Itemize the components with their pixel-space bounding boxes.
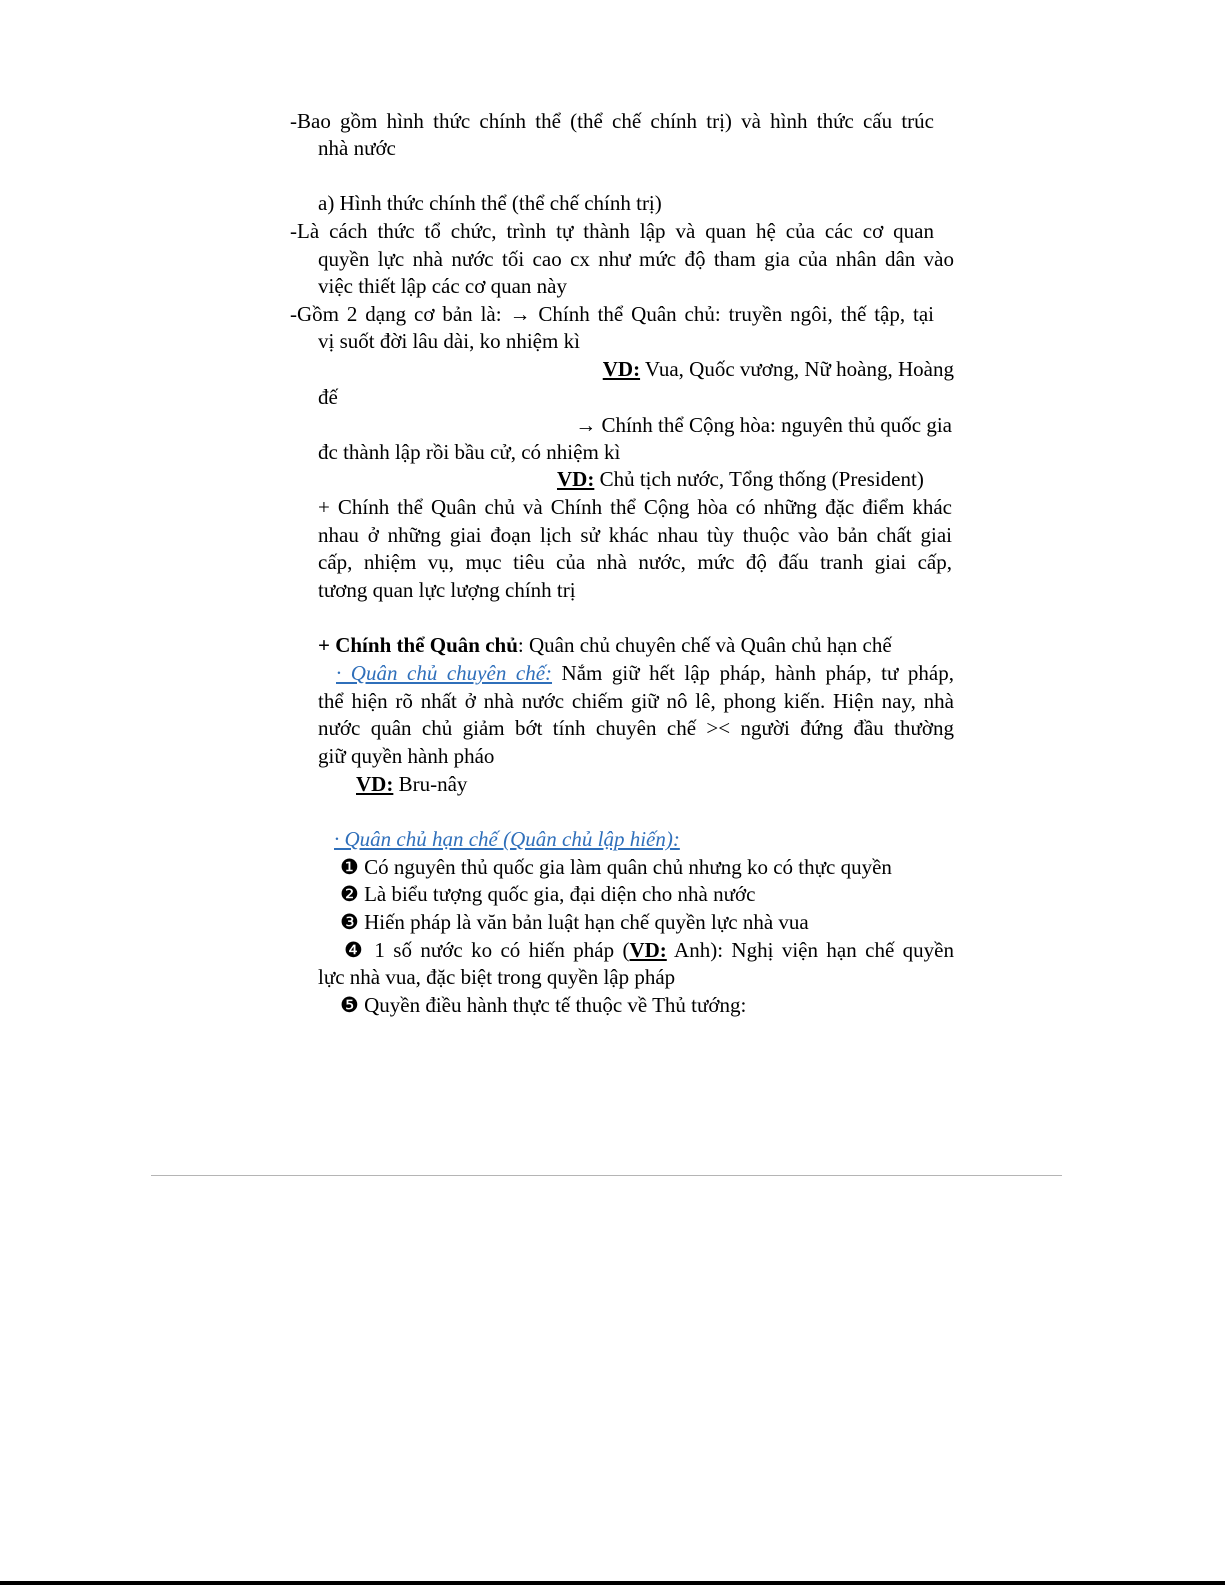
example-label: VD: (557, 467, 595, 491)
example-line (557, 466, 924, 492)
list-item: ❸ Hiến pháp là văn bản luật hạn chế quyền lực nhà vua (340, 910, 809, 934)
paragraph-line: lực nhà vua, đặc biệt trong quyền lập pháp (318, 965, 676, 989)
list-item-text: ❹ 1 số nước ko có hiến pháp ( (344, 938, 630, 962)
paragraph-line: vị suốt đời lâu dài, ko nhiệm kì (318, 329, 580, 353)
bottom-border (0, 1581, 1225, 1585)
example-label: VD: (629, 938, 667, 962)
paragraph-line: đc thành lập rồi bầu cử, có nhiệm kì (318, 440, 621, 464)
paragraph-line: nhà nước (318, 136, 396, 160)
paragraph-line: -Là cách thức tổ chức, trình tự thành lập và quan hệ của các cơ quan (290, 219, 934, 243)
paragraph-line: cấp, nhiệm vụ, mục tiêu của nhà nước, mức độ đấu tranh giai cấp, (318, 550, 952, 574)
list-item: ❶ Có nguyên thủ quốc gia làm quân chủ nhưng ko có thực quyền (340, 855, 892, 879)
paragraph-line: tương quan lực lượng chính trị (318, 578, 576, 602)
paragraph-line: quyền lực nhà nước tối cao cx như mức độ tham gia của nhân dân vào (318, 247, 954, 271)
constitutional-monarchy-link[interactable] (334, 826, 680, 852)
paragraph-line: thể hiện rõ nhất ở nhà nước chiếm giữ nô lê, phong kiến. Hiện nay, nhà (318, 689, 954, 713)
subsection-heading (318, 632, 892, 658)
section-heading: a) Hình thức chính thể (thể chế chính trị) (318, 191, 662, 215)
paragraph-line: → Chính thể Cộng hòa: nguyên thủ quốc gia (575, 413, 952, 437)
list-item (344, 937, 954, 963)
example-line (560, 356, 954, 382)
paragraph-line: + Chính thể Quân chủ và Chính thể Cộng hòa có những đặc điểm khác (318, 495, 952, 519)
list-item-text: Anh): Nghị viện hạn chế quyền (666, 938, 954, 962)
paragraph-text: Nắm giữ hết lập pháp, hành pháp, tư pháp, (552, 661, 954, 685)
paragraph-line: việc thiết lập các cơ quan này (318, 274, 567, 298)
subsection-text: : Quân chủ chuyên chế và Quân chủ hạn chế (517, 633, 892, 657)
example-text: Bru-nây (393, 772, 468, 796)
list-item: ❺ Quyền điều hành thực tế thuộc về Thủ tướng: (340, 993, 747, 1017)
example-text: Vua, Quốc vương, Nữ hoàng, Hoàng (640, 357, 954, 381)
paragraph-line: đế (318, 385, 338, 409)
page-separator (151, 1175, 1062, 1176)
list-item: ❷ Là biểu tượng quốc gia, đại diện cho nhà nước (340, 882, 756, 906)
example-line (356, 771, 467, 797)
paragraph-line: giữ quyền hành pháo (318, 744, 495, 768)
subsection-title: + Chính thể Quân chủ (318, 633, 518, 657)
example-label: VD: (356, 772, 394, 796)
paragraph-line: nhau ở những giai đoạn lịch sử khác nhau tùy thuộc vào bản chất giai (318, 523, 952, 547)
paragraph-line: -Bao gồm hình thức chính thể (thể chế chính trị) và hình thức cấu trúc (290, 109, 934, 133)
example-text: Chủ tịch nước, Tổng thống (President) (594, 467, 924, 491)
paragraph-line: nước quân chủ giảm bớt tính chuyên chế >< người đứng đầu thường (318, 716, 954, 740)
absolute-monarchy-link[interactable]: · Quân chủ chuyên chế: (336, 661, 553, 685)
example-label: VD: (602, 357, 641, 381)
paragraph-line (336, 660, 954, 686)
link-text[interactable]: · Quân chủ hạn chế (Quân chủ lập hiến): (334, 827, 680, 851)
paragraph-line: -Gồm 2 dạng cơ bản là: → Chính thể Quân chủ: truyền ngôi, thế tập, tại (290, 302, 934, 326)
